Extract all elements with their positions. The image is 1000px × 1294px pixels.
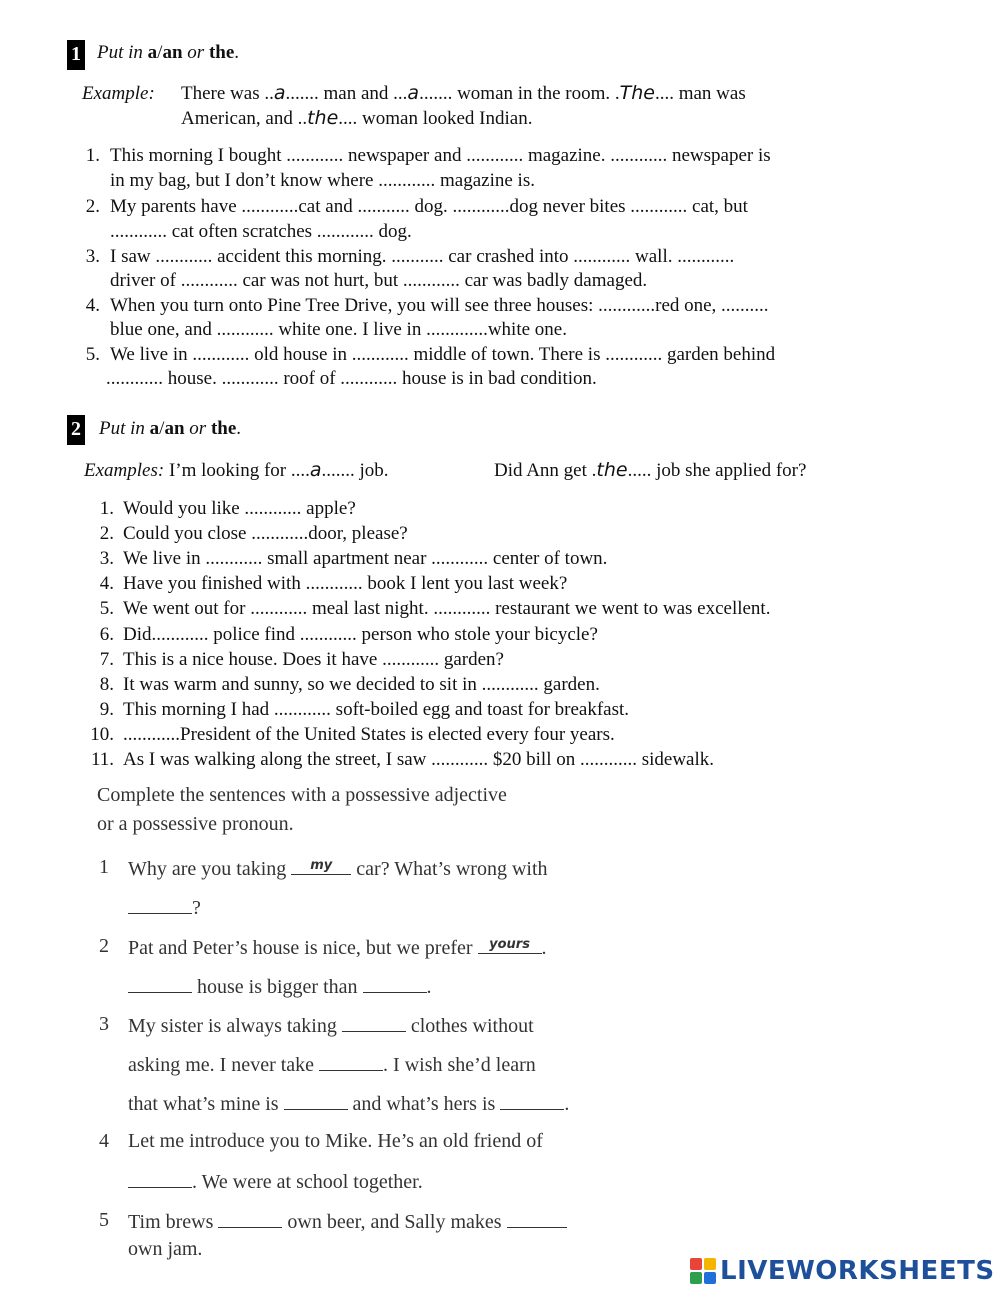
answer-blank[interactable] [128,1169,192,1188]
section-3-instruction-line-1: Complete the sentences with a possessive adjective [97,784,507,806]
section-2-title: Put in a/an or the. [99,418,242,439]
question-1-line-1: Why are you taking my car? What’s wrong with [128,858,548,880]
question-number: 1 [99,856,109,878]
handwritten-answer: the [596,459,628,481]
answer-blank[interactable] [342,1013,406,1032]
section-1-example-line-1: There was ..a....... man and ...a....... woman in the room. .The.... man was [181,82,746,104]
question-number: 5 [99,1209,109,1231]
answer-blank[interactable]: my [291,856,351,875]
question-2-line-1: Pat and Peter’s house is nice, but we prefer yours . [128,937,547,959]
section-3-instruction-line-2: or a possessive pronoun. [97,813,294,835]
handwritten-answer: The [619,82,655,104]
answer-blank[interactable] [500,1091,564,1110]
handwritten-answer: a [407,82,420,104]
question-4-line-2: . We were at school together. [128,1169,423,1194]
answer-blank[interactable] [284,1091,348,1110]
question-3-line-1: My sister is always taking clothes without [128,1015,534,1037]
question-number: 3 [99,1013,109,1035]
handwritten-answer: the [307,107,339,129]
answer-blank[interactable] [363,974,427,993]
handwritten-answer: a [309,459,322,481]
answer-blank[interactable] [319,1052,383,1071]
section-1-title: Put in a/an or the. [97,42,240,63]
answer-blank[interactable] [507,1209,567,1228]
answer-blank[interactable] [128,895,192,914]
logo-text: LIVEWORKSHEETS [720,1256,995,1286]
section-1-number: 1 [67,40,85,70]
answer-blank[interactable] [218,1209,282,1228]
liveworksheets-logo [690,1256,995,1286]
question-2-line-2: house is bigger than . [128,974,432,999]
question-5-line-2: own jam. [128,1238,203,1260]
answer-blank[interactable] [128,974,192,993]
handwritten-answer: a [273,82,286,104]
question-4-line-1: Let me introduce you to Mike. He’s an old friend of [128,1130,543,1152]
section-2-example-1: Examples: I’m looking for ....a....... job. [84,459,389,481]
question-5-line-1: Tim brews own beer, and Sally makes [128,1209,567,1234]
logo-grid-icon [690,1258,716,1284]
section-2-number: 2 [67,415,85,445]
question-number: 2 [99,935,109,957]
question-1-line-2: ? [128,895,201,920]
question-3-line-2: asking me. I never take . I wish she’d learn [128,1054,536,1076]
answer-blank[interactable]: yours [478,935,542,954]
question-3-line-3: that what’s mine is and what’s hers is . [128,1093,570,1115]
section-2-example-2: Did Ann get .the..... job she applied for? [494,459,807,481]
section-1-example-label: Example: [82,83,155,104]
section-1-example-line-2: American, and ..the.... woman looked Indian. [181,107,533,129]
question-number: 4 [99,1130,109,1152]
